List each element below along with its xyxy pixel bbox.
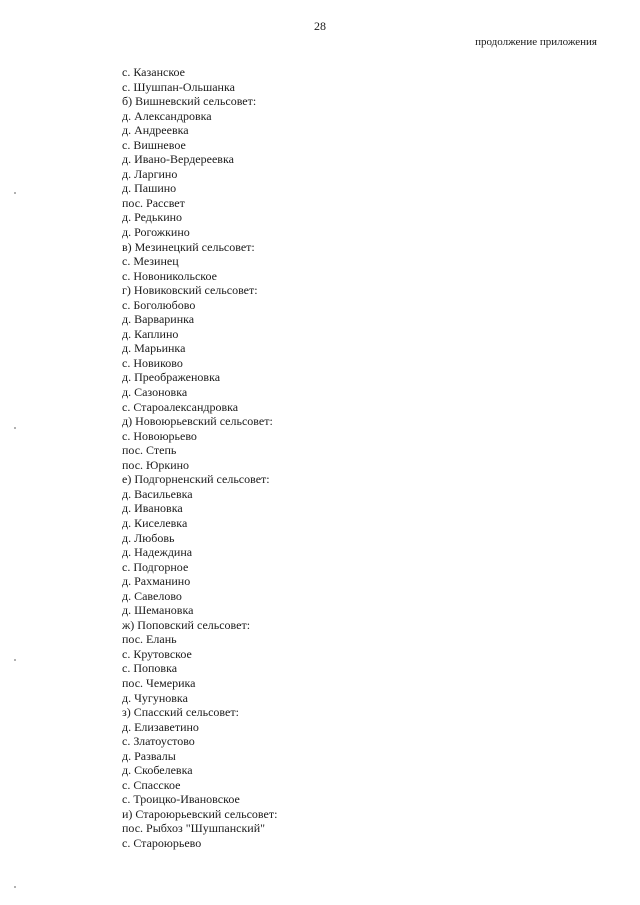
list-item: д. Редькино bbox=[122, 210, 183, 225]
list-item: с. Спасское bbox=[122, 777, 181, 792]
list-item: д. Скобелевка bbox=[122, 763, 193, 778]
list-item: с. Новоникольское bbox=[122, 268, 217, 283]
continuation-label: продолжение приложения bbox=[475, 36, 597, 48]
list-item: д. Савелово bbox=[122, 588, 182, 603]
scan-speck bbox=[14, 192, 16, 194]
list-item: с. Новоюрьево bbox=[122, 428, 197, 443]
list-item: д. Рогожкино bbox=[122, 225, 190, 240]
list-item: д. Ивано-Вердереевка bbox=[122, 152, 234, 167]
list-item: с. Староюрьево bbox=[122, 835, 202, 850]
list-item: д. Преображеновка bbox=[122, 370, 221, 385]
list-item: д. Ивановка bbox=[122, 501, 183, 516]
list-item: д. Чугуновка bbox=[122, 690, 188, 705]
list-item: с. Мезинец bbox=[122, 254, 179, 269]
scan-speck bbox=[14, 659, 16, 661]
list-item: пос. Юркино bbox=[122, 457, 190, 472]
list-item: д. Любовь bbox=[122, 530, 175, 545]
list-item: д. Шемановка bbox=[122, 603, 194, 618]
scan-speck bbox=[14, 886, 16, 888]
list-item: д. Пашино bbox=[122, 181, 177, 196]
list-item: д) Новоюрьевский сельсовет: bbox=[122, 414, 273, 429]
list-item: с. Шушпан-Ольшанка bbox=[122, 79, 235, 94]
list-item: д. Рахманино bbox=[122, 574, 191, 589]
list-item: г) Новиковский сельсовет: bbox=[122, 283, 258, 298]
list-item: з) Спасский сельсовет: bbox=[122, 705, 239, 720]
list-item: д. Александровка bbox=[122, 108, 212, 123]
list-item: с. Подгорное bbox=[122, 559, 189, 574]
list-item: ж) Поповский сельсовет: bbox=[122, 617, 251, 632]
list-item: д. Киселевка bbox=[122, 515, 188, 530]
scan-speck bbox=[14, 427, 16, 429]
list-item: в) Мезинецкий сельсовет: bbox=[122, 239, 255, 254]
list-item: с. Казанское bbox=[122, 65, 186, 79]
list-item: д. Ларгино bbox=[122, 166, 178, 181]
list-item: д. Елизаветино bbox=[122, 719, 199, 734]
list-item: пос. Рыбхоз "Шушпанский" bbox=[122, 821, 266, 836]
list-item: пос. Степь bbox=[122, 443, 177, 458]
list-item: д. Надеждина bbox=[122, 545, 193, 560]
list-item: д. Васильевка bbox=[122, 486, 193, 501]
list-item: б) Вишневский сельсовет: bbox=[122, 94, 257, 109]
list-item: д. Развалы bbox=[122, 748, 176, 763]
settlement-list bbox=[122, 65, 277, 851]
list-item: пос. Рассвет bbox=[122, 195, 185, 210]
page-number: 28 bbox=[314, 19, 326, 33]
list-item: с. Поповка bbox=[122, 661, 178, 676]
list-item: с. Боголюбово bbox=[122, 297, 196, 312]
list-item: с. Крутовское bbox=[122, 646, 192, 661]
list-item: д. Сазоновка bbox=[122, 385, 188, 400]
list-item: д. Марьинка bbox=[122, 341, 186, 356]
list-item: с. Новиково bbox=[122, 355, 183, 370]
list-item: д. Варваринка bbox=[122, 312, 195, 327]
list-item: е) Подгорненский сельсовет: bbox=[122, 472, 270, 487]
list-item: д. Каплино bbox=[122, 326, 179, 341]
list-item: пос. Чемерика bbox=[122, 675, 196, 690]
list-item: с. Златоустово bbox=[122, 734, 195, 749]
list-item: с. Троицко-Ивановское bbox=[122, 792, 240, 807]
list-item: д. Андреевка bbox=[122, 123, 189, 138]
list-item: с. Староалександровка bbox=[122, 399, 239, 414]
list-item: и) Староюрьевский сельсовет: bbox=[122, 806, 278, 821]
list-item: с. Вишневое bbox=[122, 137, 186, 152]
list-item: пос. Елань bbox=[122, 632, 177, 647]
